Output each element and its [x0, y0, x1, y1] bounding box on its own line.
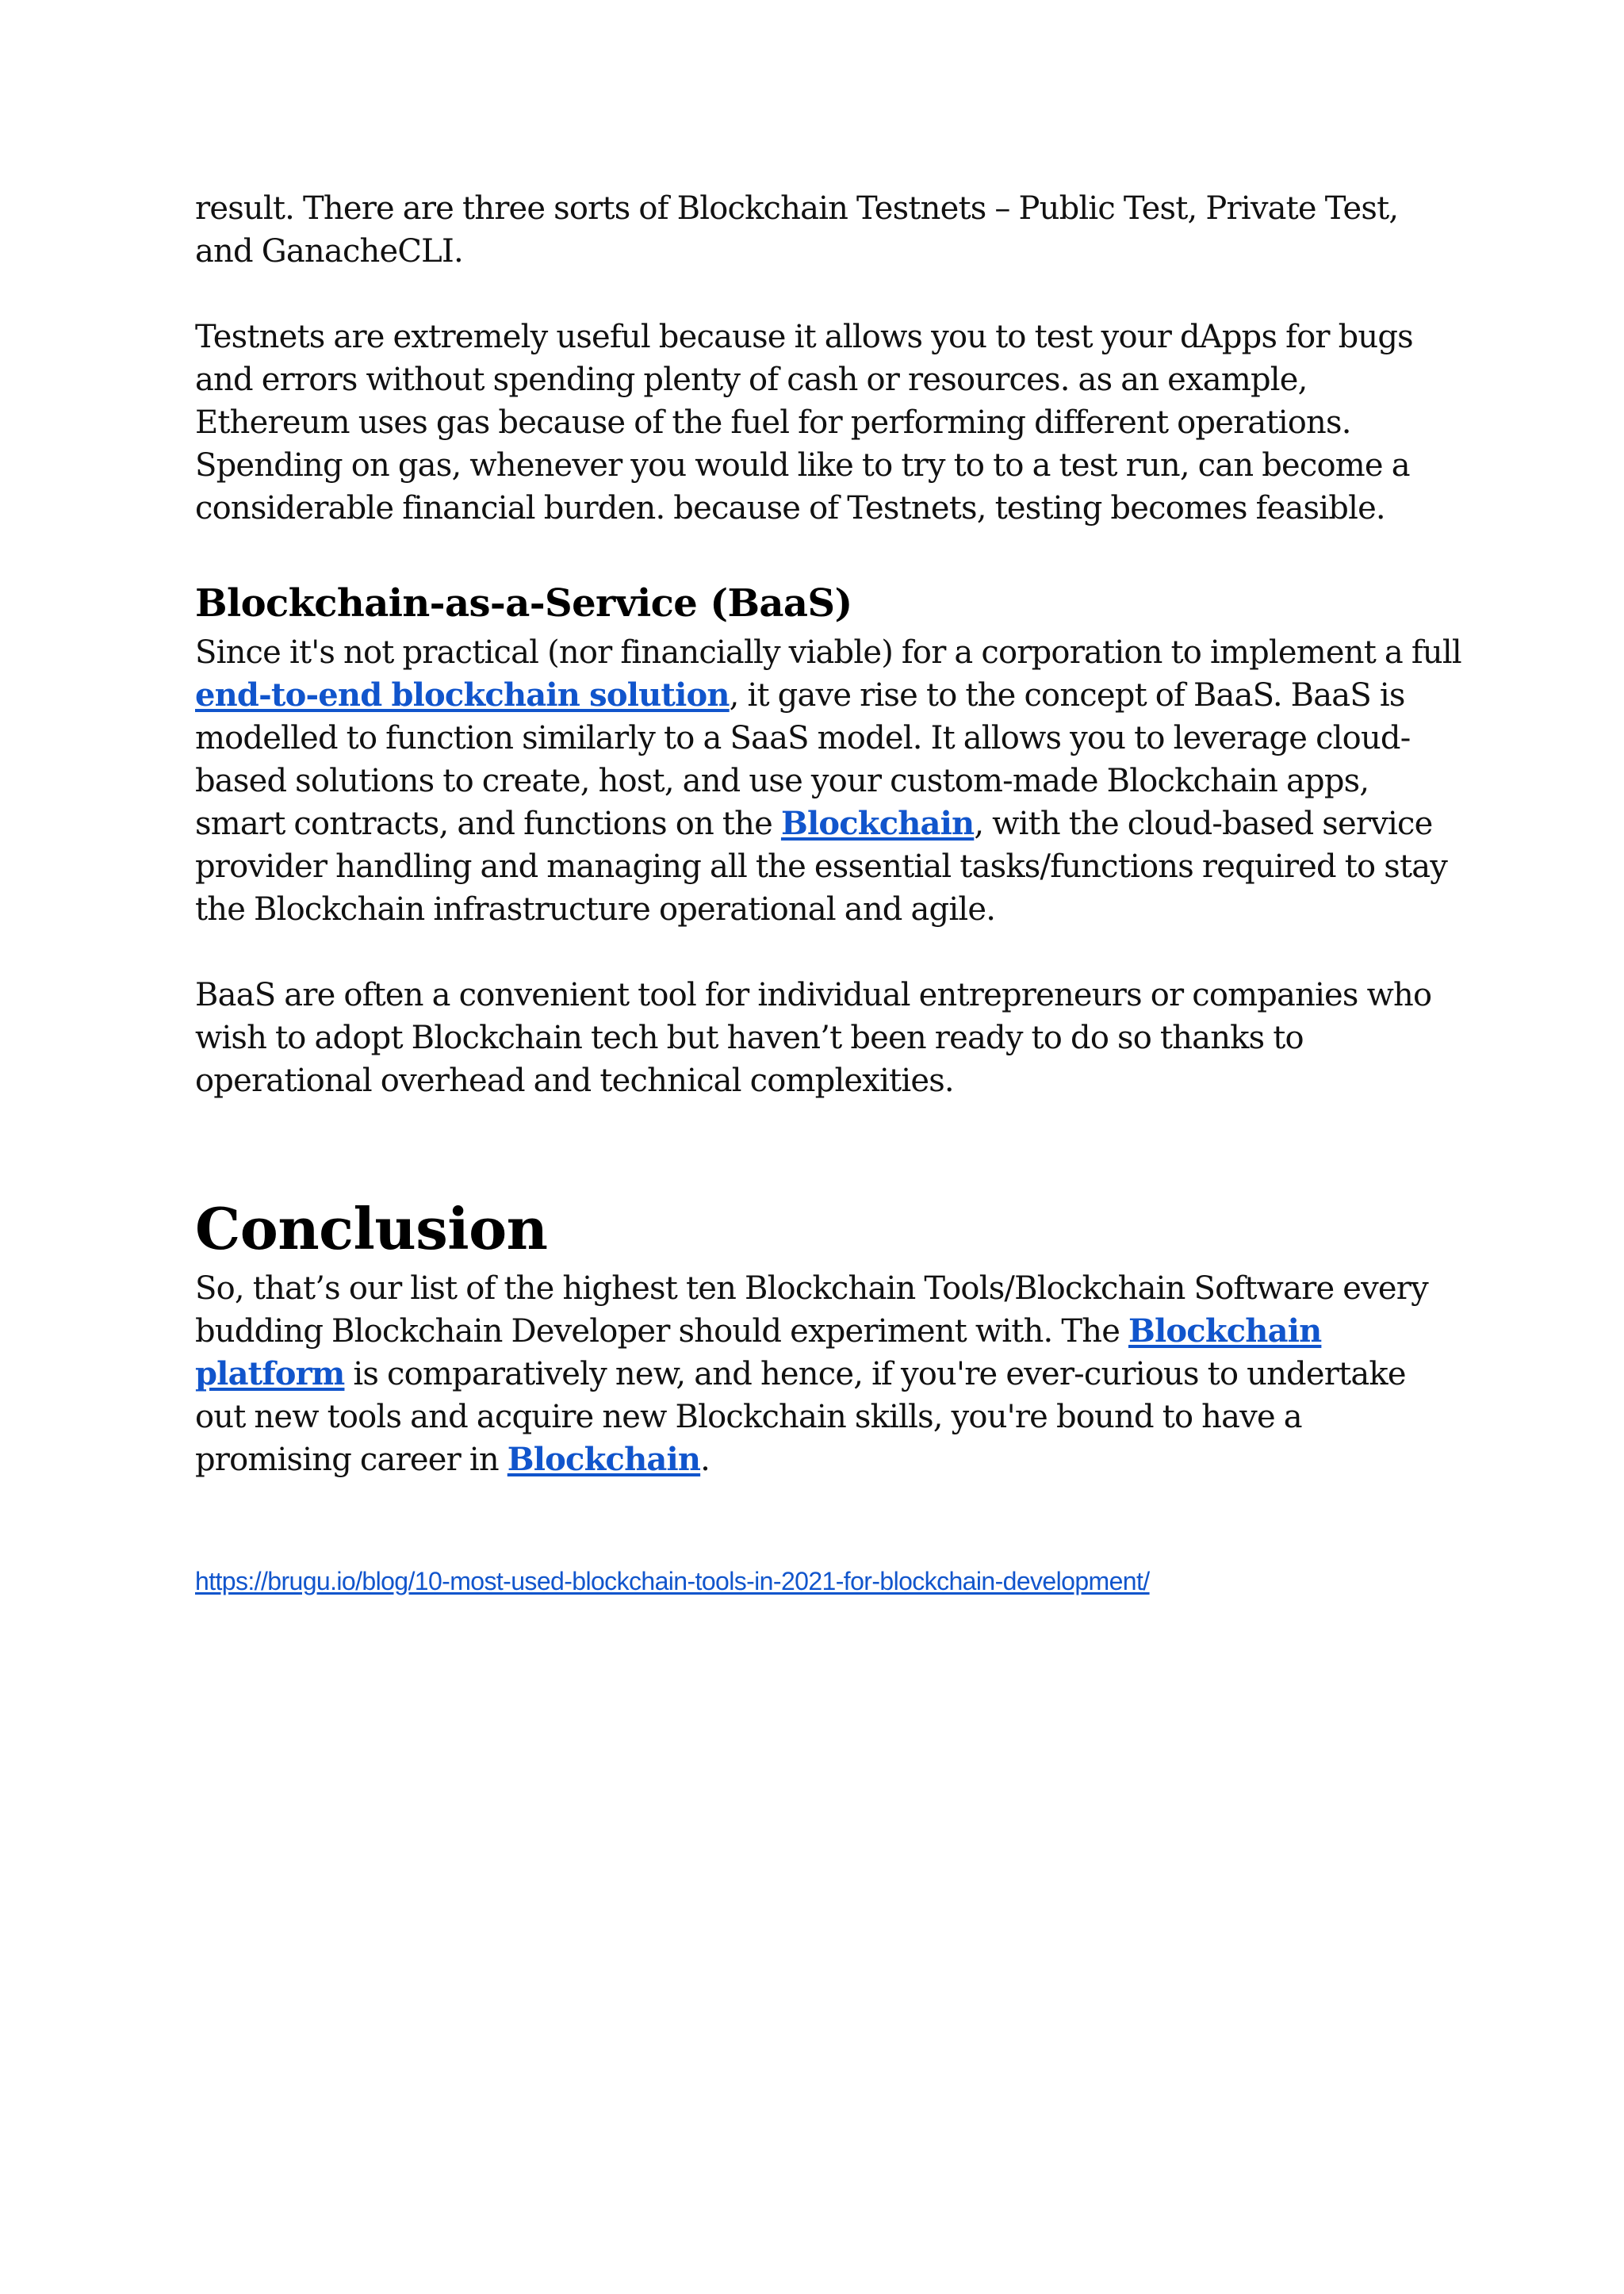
conclusion-text-3: . [700, 1442, 710, 1478]
source-url-link[interactable]: https://brugu.io/blog/10-most-used-blockchain-tools-in-2021-for-blockchain-development/ [195, 1567, 1150, 1595]
paragraph-spacer [195, 273, 1464, 316]
baas-text-3: , with the cloud-based service provider handling and managing all the essential tasks/functions required to stay the Blockchain infrastructure operational and agile. [195, 806, 1448, 928]
testnets-intro-paragraph: result. There are three sorts of Blockchain Testnets – Public Test, Private Test, and GanacheCLI. [195, 190, 1399, 270]
blockchain-link[interactable]: Blockchain [780, 805, 975, 842]
conclusion-text-2: is comparatively new, and hence, if you're ever-curious to undertake out new tools and acquire new Blockchain skills, you're bound to have a promising career in [195, 1356, 1406, 1478]
document-body [195, 187, 1464, 1597]
baas-heading: Blockchain-as-a-Service (BaaS) [195, 581, 852, 626]
conclusion-text-1: So, that’s our list of the highest ten Blockchain Tools/Blockchain Software every budding Blockchain Developer should experiment with. The [195, 1270, 1428, 1350]
conclusion-heading: Conclusion [195, 1195, 548, 1262]
blockchain-platform-link[interactable]: Blockchain platform [195, 1312, 1322, 1392]
paragraph-spacer [195, 931, 1464, 974]
baas-text-1: Since it's not practical (nor financially viable) for a corporation to implement a full [195, 634, 1461, 671]
end-to-end-blockchain-solution-link[interactable]: end-to-end blockchain solution [195, 676, 730, 714]
baas-text-2: , it gave rise to the concept of BaaS. BaaS is modelled to function similarly to a SaaS model. It allows you to leverage cloud-based solutions to create, host, and use your custom-made Blockchain apps, smart contracts, and functions on the [195, 677, 1411, 842]
blockchain-career-link[interactable]: Blockchain [507, 1441, 701, 1478]
conclusion-paragraph [195, 1267, 1464, 1481]
baas-paragraph-2: BaaS are often a convenient tool for individual entrepreneurs or companies who wish to adopt Blockchain tech but haven’t been ready to do so thanks to operational overhead and technical complexities. [195, 977, 1432, 1099]
baas-paragraph-1 [195, 631, 1464, 931]
testnets-useful-paragraph: Testnets are extremely useful because it allows you to test your dApps for bugs and errors without spending plenty of cash or resources. as an example, Ethereum uses gas because of the fuel for performing different operations. Spending on gas, whenever you would like to try to to a test run, can become a considerable financial burden. because of Testnets, testing becomes feasible. [195, 319, 1413, 527]
